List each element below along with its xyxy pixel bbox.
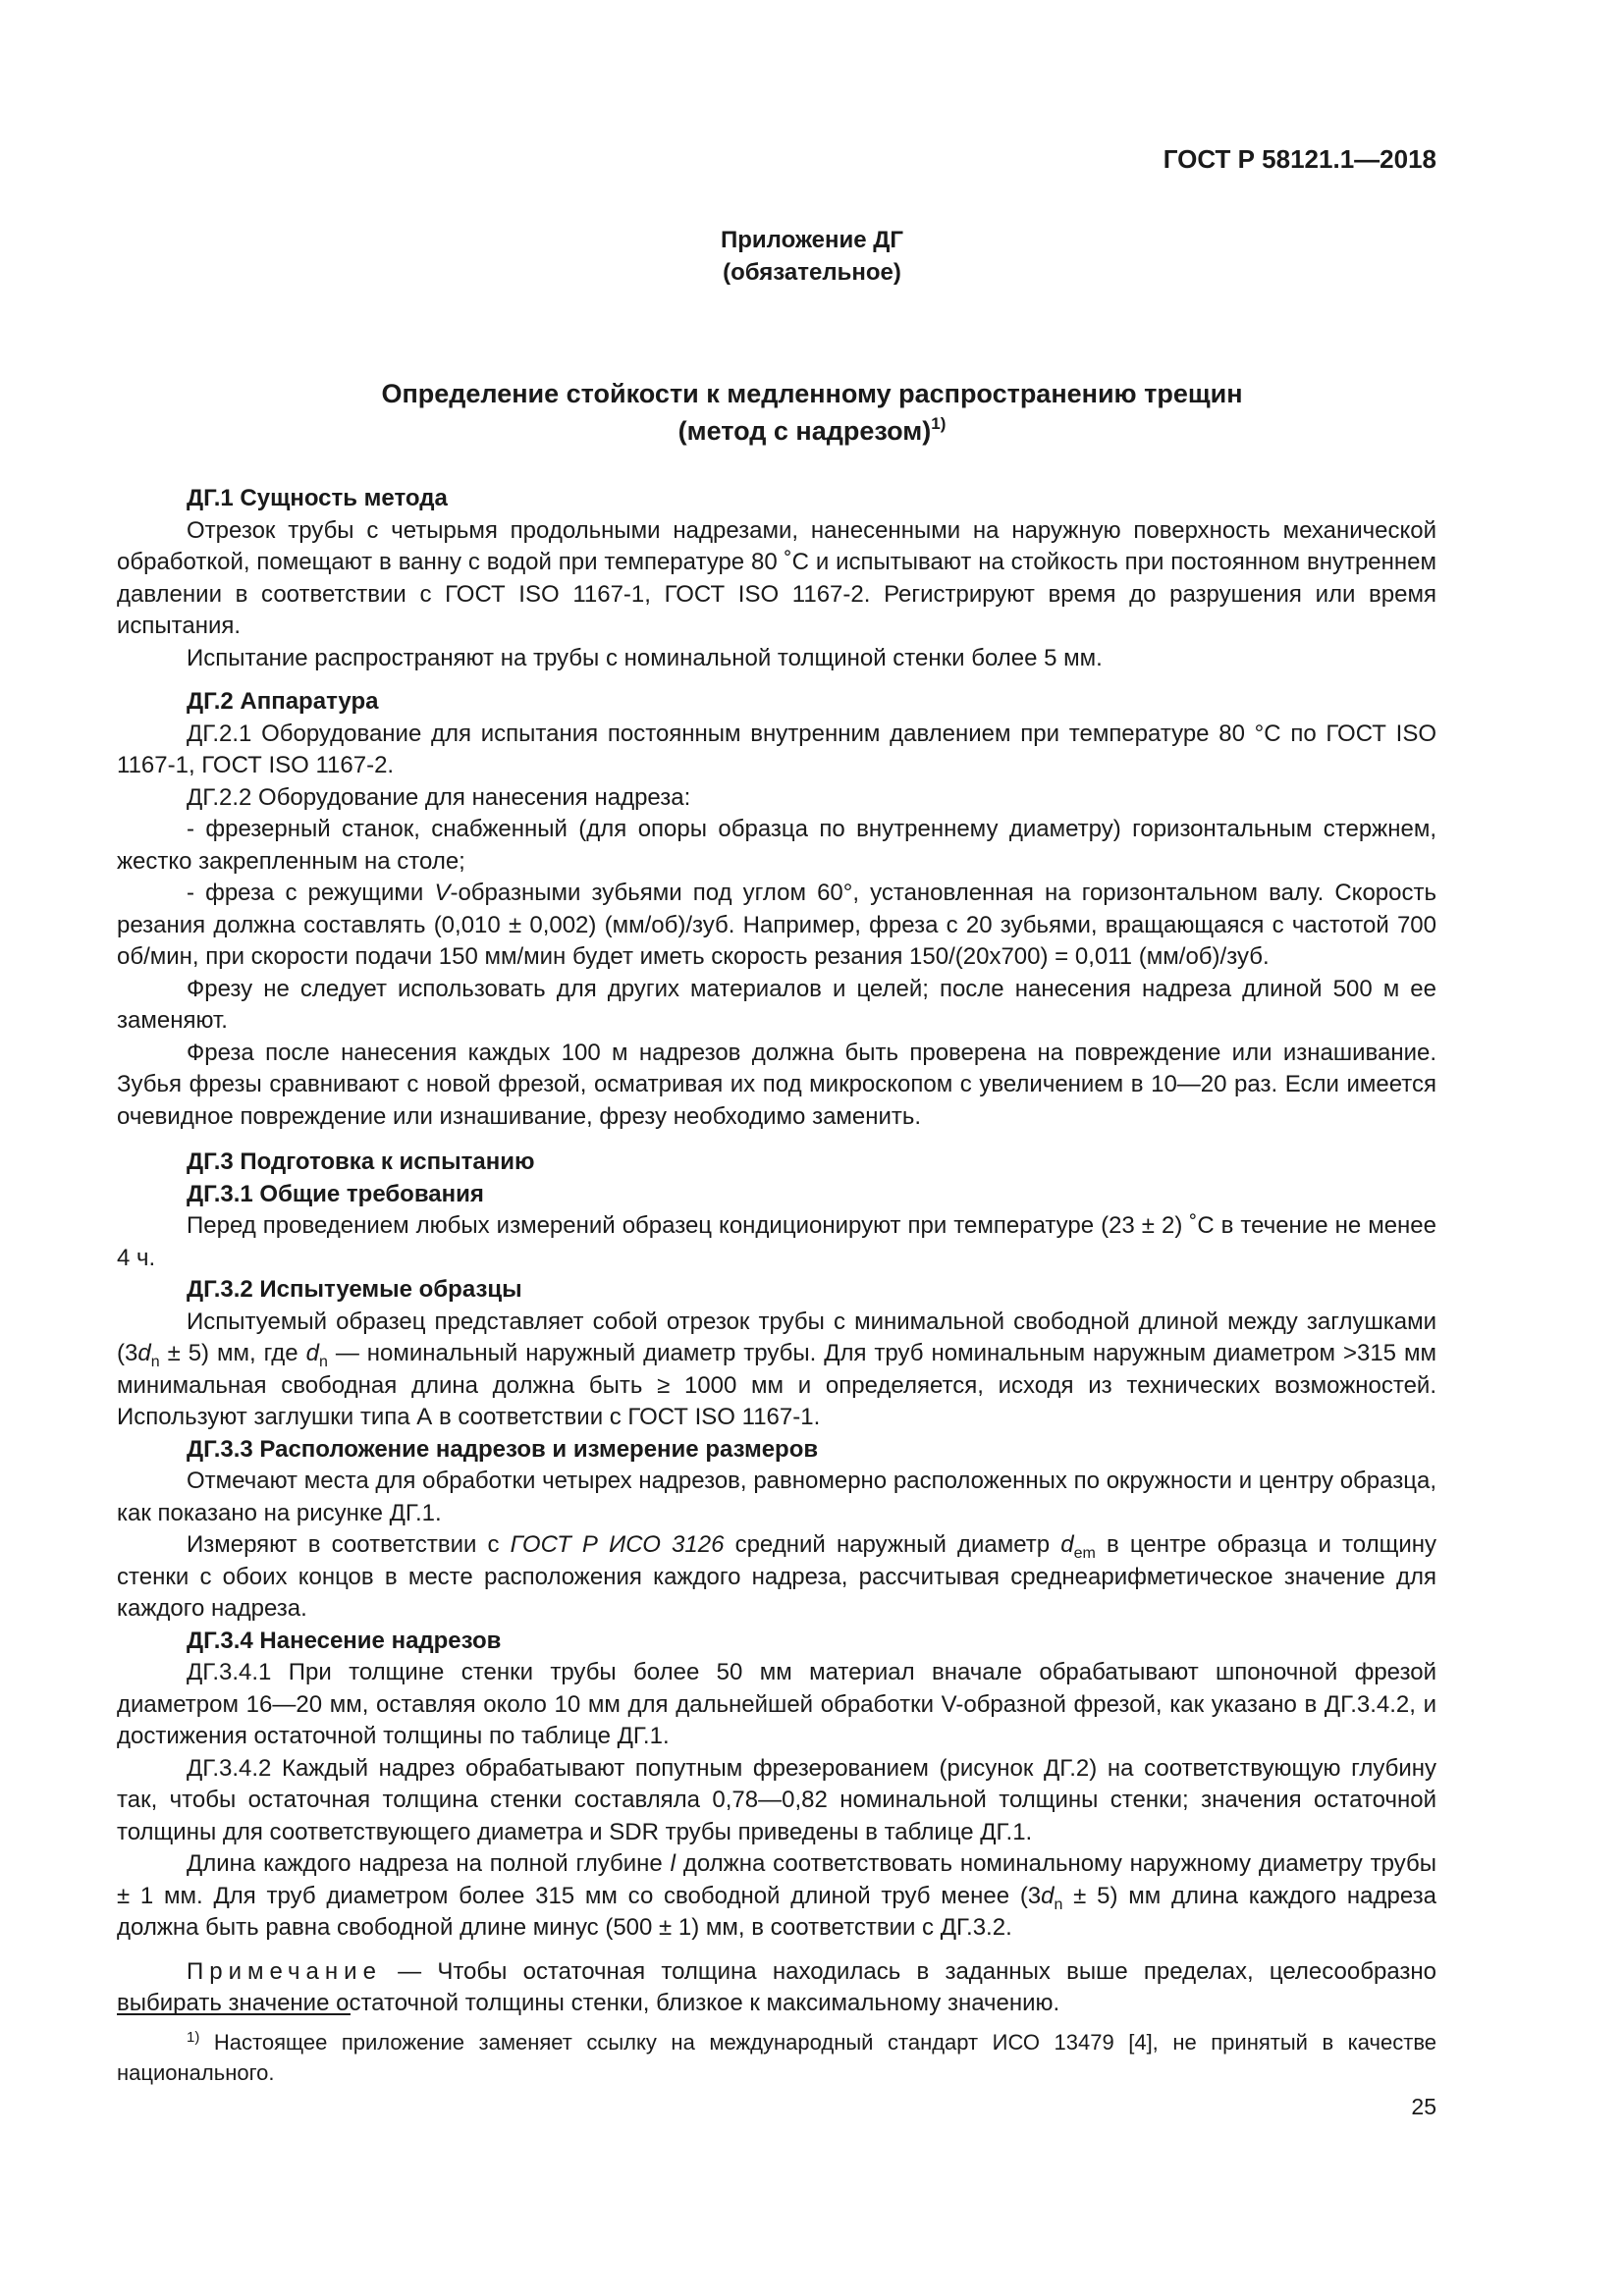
paragraph: ДГ.3.4.1 При толщине стенки трубы более 50 мм материал вначале обрабатывают шпоночной фрезой диаметром 16—20 мм, оставляя около 10 мм для дальнейшей обработки V-образной фрезой, как указано в ДГ.3.4.2, и достижения остаточной толщины по таблице ДГ.1. — [117, 1659, 1436, 1749]
annex-heading — [0, 224, 1624, 289]
standard-reference: ГОСТ Р ИСО 3126 — [510, 1531, 725, 1558]
footnote-reference: 1) — [931, 414, 947, 433]
footnote: $^{1)}$ Настоящее приложение заменяет ссылку на международный стандарт ИСО 13479 [4], не принятый в качестве национального. — [117, 2029, 1436, 2085]
standard-designation: ГОСТ Р 58121.1—2018 — [1163, 144, 1436, 174]
annex-name: Приложение ДГ — [721, 227, 903, 253]
paragraph: Перед проведением любых измерений образец кондиционируют при температуре (23 ± 2) ˚С в течение не менее 4 ч. — [117, 1212, 1436, 1271]
subsection-heading-dg33: ДГ.3.3 Расположение надрезов и измерение размеров — [187, 1435, 819, 1463]
footnote-mark: 1) — [187, 2029, 200, 2046]
paragraph: Отмечают места для обработки четырех надрезов, равномерно расположенных по окружности и центру образца, как показано на рисунке ДГ.1. — [117, 1468, 1436, 1526]
paragraph: Фрезу не следует использовать для других материалов и целей; после нанесения надреза длиной 500 м ее заменяют. — [117, 975, 1436, 1034]
subsection-heading-dg34: ДГ.3.4 Нанесение надрезов — [187, 1627, 502, 1654]
note-label: Примечание — [187, 1957, 382, 1985]
footnote-separator — [117, 2013, 351, 2015]
paragraph: Измеряют в соответствии с ГОСТ Р ИСО 3126 средний наружный диаметр $d_{em}$ в центре образца и толщину стенки с обоих концов в месте расположения каждого надреза, рассчитывая среднеарифметическое значение для каждого надреза. — [117, 1531, 1436, 1622]
paragraph: Длина каждого надреза на полной глубине l должна соответствовать номинальному наружному диаметру трубы ± 1 мм. Для труб диаметром более 315 мм со свободной длиной труб менее $(3d_n \pm 5)$ мм длина каждого надреза должна быть равна свободной длине минус (500 ± 1) мм, в соответствии с ДГ.3.2. — [117, 1850, 1436, 1941]
list-item: - фреза с режущими V-образными зубьями под углом 60°, установленная на горизонтальном валу. Скорость резания должна составлять (0,010 ± 0,002) (мм/об)/зуб. Например, фреза с 20 зубьями, вращающаяся с частотой 700 об/мин, при скорости подачи 150 мм/мин будет иметь скорость резания 150/(20x700) = 0,011 (мм/об)/зуб. — [117, 880, 1436, 970]
annex-status: (обязательное) — [723, 259, 901, 286]
paragraph: ДГ.2.1 Оборудование для испытания постоянным внутренним давлением при температуре 80 °С по ГОСТ ISO 1167-1, ГОСТ ISO 1167-2. — [117, 720, 1436, 778]
paragraph: Испытуемый образец представляет собой отрезок трубы с минимальной свободной длиной между заглушками $(3d_n \pm 5)$ мм, где $d_n$ — номинальный наружный диаметр трубы. Для труб номинальным наружным диаметром >315 мм минимальная свободная длина должна быть ≥ 1000 мм и определяется, исходя из технических возможностей. Используют заглушки типа А в соответствии с ГОСТ ISO 1167-1. — [117, 1308, 1436, 1430]
annex-title-line1: Определение стойкости к медленному распространению трещин — [381, 379, 1243, 408]
annex-title-line2: (метод с надрезом)$^{1)}$ — [677, 414, 947, 446]
paragraph: Отрезок трубы с четырьмя продольными надрезами, нанесенными на наружную поверхность механической обработкой, помещают в ванну с водой при температуре 80 ˚С и испытывают на стойкость при постоянном внутреннем давлении в соответствии с ГОСТ ISO 1167-1, ГОСТ ISO 1167-2. Регистрируют время до разрушения или время испытания. — [117, 516, 1436, 639]
list-item: - фрезерный станок, снабженный (для опоры образца по внутреннему диаметру) горизонтальным стержнем, жестко закрепленным на столе; — [117, 816, 1436, 875]
main-body — [117, 483, 1436, 2020]
annex-title — [0, 375, 1624, 450]
section-heading-dg1: ДГ.1 Сущность метода — [187, 485, 448, 511]
paragraph: Испытание распространяют на трубы с номинальной толщиной стенки более 5 мм. — [187, 644, 1103, 671]
subsection-heading-dg31: ДГ.3.1 Общие требования — [187, 1180, 484, 1207]
section-heading-dg2: ДГ.2 Аппаратура — [187, 688, 379, 715]
paragraph: ДГ.2.2 Оборудование для нанесения надреза: — [187, 783, 691, 811]
subsection-heading-dg32: ДГ.3.2 Испытуемые образцы — [187, 1276, 522, 1303]
paragraph: ДГ.3.4.2 Каждый надрез обрабатывают попутным фрезерованием (рисунок ДГ.2) на соответствующую глубину так, чтобы остаточная толщина стенки составляла 0,78—0,82 номинальной толщины стенки; значения остаточной толщины для соответствующего диаметра и SDR трубы приведены в таблице ДГ.1. — [117, 1754, 1436, 1845]
section-heading-dg3: ДГ.3 Подготовка к испытанию — [187, 1148, 535, 1175]
paragraph: Фреза после нанесения каждых 100 м надрезов должна быть проверена на повреждение или изнашивание. Зубья фрезы сравнивают с новой фрезой, осматривая их под микроскопом с увеличением в 10—20 раз. Если имеется очевидное повреждение или изнашивание, фрезу необходимо заменить. — [117, 1039, 1436, 1130]
page-number: 25 — [1411, 2094, 1436, 2119]
note: Примечание — Чтобы остаточная толщина находилась в заданных выше пределах, целесообразно выбирать значение остаточной толщины стенки, близкое к максимальному значению. — [117, 1957, 1436, 2016]
